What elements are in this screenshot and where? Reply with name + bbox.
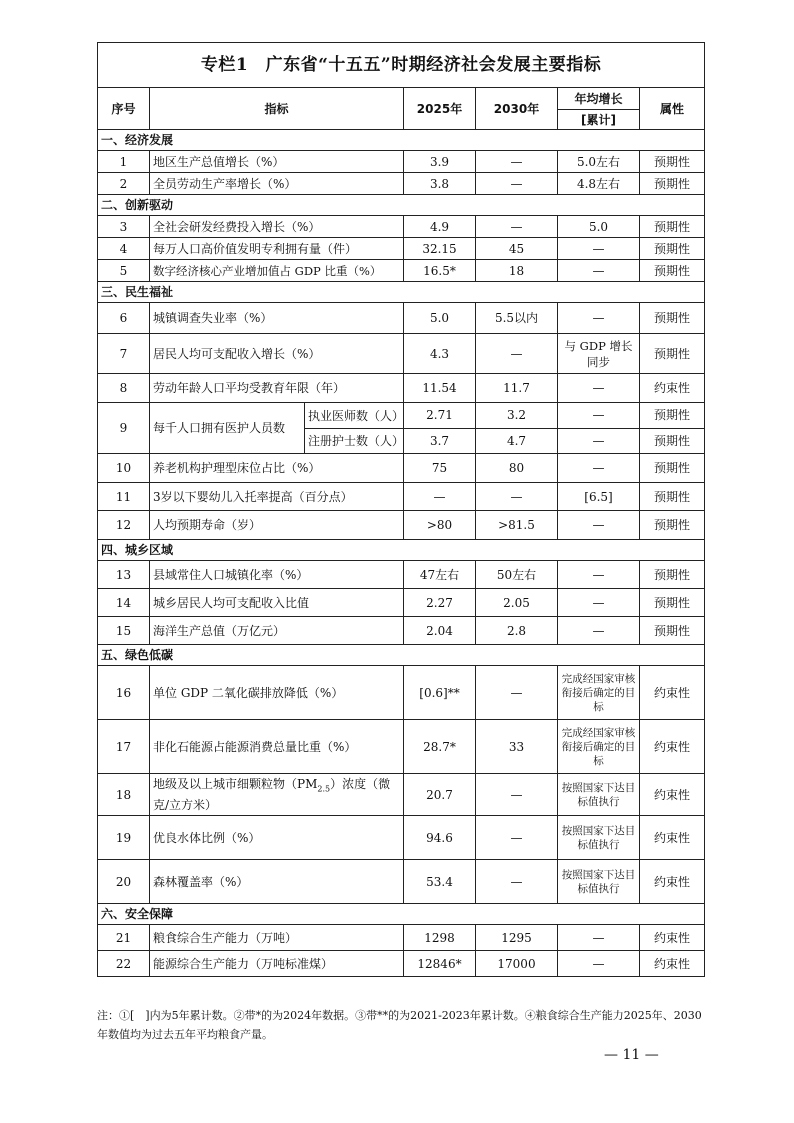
row-attr: 预期性 (640, 173, 705, 195)
row-2025: 4.3 (404, 334, 476, 374)
row-attr: 预期性 (640, 561, 705, 589)
row-2025: 94.6 (404, 816, 476, 860)
row-indicator: 劳动年龄人口平均受教育年限（年） (150, 374, 404, 403)
table-row (98, 666, 705, 720)
row-indicator: 每千人口拥有医护人员数 (150, 403, 305, 453)
table-row (98, 403, 705, 429)
row-no: 16 (98, 666, 150, 720)
row-2025: 53.4 (404, 860, 476, 904)
row-indicator: 城镇调查失业率（%） (150, 303, 404, 334)
row-2025: 2.27 (404, 589, 476, 617)
row-indicator: 养老机构护理型床位占比（%） (150, 454, 404, 483)
row-attr: 预期性 (640, 617, 705, 645)
row-2030: 80 (476, 454, 558, 483)
row-indicator: 非化石能源占能源消费总量比重（%） (150, 720, 404, 774)
row-attr: 预期性 (640, 428, 705, 454)
row-2025: — (404, 483, 476, 511)
row-attr: 约束性 (640, 720, 705, 774)
row-growth: — (558, 303, 640, 334)
row-growth: — (558, 617, 640, 645)
table-row (98, 774, 705, 816)
row-no: 10 (98, 454, 150, 483)
row-no: 6 (98, 303, 150, 334)
row-growth: 完成经国家审核衔接后确定的目标 (558, 720, 640, 774)
section-security: 六、安全保障 (98, 904, 705, 925)
table-row (98, 951, 705, 977)
row-no: 19 (98, 816, 150, 860)
row-no: 15 (98, 617, 150, 645)
row-attr: 预期性 (640, 303, 705, 334)
row-attr: 预期性 (640, 216, 705, 238)
table-row (98, 925, 705, 951)
indicator-table-container (97, 42, 704, 977)
row-attr: 约束性 (640, 666, 705, 720)
row-2025: 2.04 (404, 617, 476, 645)
row-attr: 预期性 (640, 238, 705, 260)
row-indicator-part: ）浓度（微克/立方米） (153, 776, 391, 813)
row-2030: 17000 (476, 951, 558, 977)
row-no: 17 (98, 720, 150, 774)
row-indicator: 全社会研发经费投入增长（%） (150, 216, 404, 238)
table-row (98, 561, 705, 589)
row-no: 11 (98, 483, 150, 511)
row-attr: 约束性 (640, 816, 705, 860)
table-row (98, 860, 705, 904)
table-row (98, 483, 705, 511)
row-attr: 预期性 (640, 151, 705, 173)
row-attr: 约束性 (640, 774, 705, 816)
row-2030: 5.5以内 (476, 303, 558, 334)
row-indicator: 居民人均可支配收入增长（%） (150, 334, 404, 374)
row-2030: 1295 (476, 925, 558, 951)
table-row (98, 216, 705, 238)
row-indicator: 地区生产总值增长（%） (150, 151, 404, 173)
table-row (98, 151, 705, 173)
row-growth: 按照国家下达目标值执行 (558, 774, 640, 816)
row-no: 4 (98, 238, 150, 260)
table-row (98, 454, 705, 483)
row-growth: — (558, 374, 640, 403)
table-row (98, 511, 705, 540)
header-cumulative: [累计] (558, 110, 640, 130)
row-growth: — (558, 589, 640, 617)
row-no: 1 (98, 151, 150, 173)
header-indicator: 指标 (150, 88, 404, 130)
row-growth: [6.5] (558, 483, 640, 511)
section-innovation: 二、创新驱动 (98, 195, 705, 216)
row-indicator: 优良水体比例（%） (150, 816, 404, 860)
row-growth: — (558, 561, 640, 589)
row-2030: 18 (476, 260, 558, 282)
row-no: 7 (98, 334, 150, 374)
row-no: 3 (98, 216, 150, 238)
row-no: 20 (98, 860, 150, 904)
row-2025: >80 (404, 511, 476, 540)
row-growth: — (558, 428, 640, 454)
row-attr: 约束性 (640, 860, 705, 904)
row-growth: 4.8左右 (558, 173, 640, 195)
row-no: 13 (98, 561, 150, 589)
row-attr: 约束性 (640, 374, 705, 403)
row-2030: — (476, 334, 558, 374)
row-indicator: 能源综合生产能力（万吨标准煤） (150, 951, 404, 977)
page-number: — 11 — (604, 1047, 659, 1063)
table-row (98, 260, 705, 282)
row-growth: 5.0左右 (558, 151, 640, 173)
row-growth: 完成经国家审核衔接后确定的目标 (558, 666, 640, 720)
row-indicator: 全员劳动生产率增长（%） (150, 173, 404, 195)
header-attr: 属性 (640, 88, 705, 130)
row-sub-indicator: 注册护士数（人） (308, 434, 405, 448)
row-growth: 按照国家下达目标值执行 (558, 816, 640, 860)
row-attr: 约束性 (640, 925, 705, 951)
row-indicator: 3岁以下婴幼儿入托率提高（百分点） (150, 483, 404, 511)
row-2030: >81.5 (476, 511, 558, 540)
row-attr: 预期性 (640, 403, 705, 429)
row-2025: 11.54 (404, 374, 476, 403)
header-growth: 年均增长 (558, 88, 640, 110)
row-growth: 按照国家下达目标值执行 (558, 860, 640, 904)
row-indicator: 城乡居民人均可支配收入比值 (150, 589, 404, 617)
row-2025: 47左右 (404, 561, 476, 589)
row-attr: 预期性 (640, 454, 705, 483)
row-attr: 预期性 (640, 483, 705, 511)
table-notes: 注：①[ ]内为5年累计数。②带*的为2024年数据。③带**的为2021-2023年累计数。④粮食综合生产能力2025年、2030年数值均为过去五年平均粮食产量。 (97, 1009, 702, 1041)
row-indicator-part: 地级及以上城市细颗粒物（PM (153, 776, 318, 791)
table-row (98, 334, 705, 374)
row-indicator: 单位 GDP 二氧化碳排放降低（%） (150, 666, 404, 720)
row-2030: 45 (476, 238, 558, 260)
row-2025: 2.71 (404, 403, 476, 429)
row-2025: 1298 (404, 925, 476, 951)
indicator-table (97, 42, 705, 977)
row-growth: — (558, 238, 640, 260)
row-attr: 预期性 (640, 260, 705, 282)
row-indicator: 海洋生产总值（万亿元） (150, 617, 404, 645)
table-row (98, 374, 705, 403)
section-economy: 一、经济发展 (98, 130, 705, 151)
row-no: 5 (98, 260, 150, 282)
header-no: 序号 (98, 88, 150, 130)
row-2030: — (476, 216, 558, 238)
row-2025: 32.15 (404, 238, 476, 260)
row-2030: 33 (476, 720, 558, 774)
row-2025: 5.0 (404, 303, 476, 334)
row-2025: 3.9 (404, 151, 476, 173)
row-attr: 约束性 (640, 951, 705, 977)
row-2025: 12846* (404, 951, 476, 977)
row-2030: 11.7 (476, 374, 558, 403)
row-2030: — (476, 151, 558, 173)
row-growth: — (558, 925, 640, 951)
row-growth: — (558, 454, 640, 483)
section-wellbeing: 三、民生福祉 (98, 282, 705, 303)
row-no: 12 (98, 511, 150, 540)
row-2030: 4.7 (476, 428, 558, 454)
table-row (98, 816, 705, 860)
table-row (98, 303, 705, 334)
row-growth: — (558, 951, 640, 977)
header-2030: 2030年 (476, 88, 558, 130)
header-2025: 2025年 (404, 88, 476, 130)
row-2030: 2.05 (476, 589, 558, 617)
row-attr: 预期性 (640, 334, 705, 374)
row-no: 8 (98, 374, 150, 403)
row-growth: 5.0 (558, 216, 640, 238)
row-2030: — (476, 816, 558, 860)
row-indicator: 县域常住人口城镇化率（%） (150, 561, 404, 589)
table-row (98, 589, 705, 617)
row-no: 18 (98, 774, 150, 816)
row-sub-indicator: 执业医师数（人） (305, 403, 403, 429)
row-indicator: 森林覆盖率（%） (150, 860, 404, 904)
table-row (98, 238, 705, 260)
row-2025: [0.6]** (404, 666, 476, 720)
table-row (98, 173, 705, 195)
row-2030: — (476, 860, 558, 904)
row-2025: 4.9 (404, 216, 476, 238)
row-growth: — (558, 403, 640, 429)
row-2025: 3.7 (404, 428, 476, 454)
row-indicator: 粮食综合生产能力（万吨） (150, 925, 404, 951)
row-2030: 50左右 (476, 561, 558, 589)
section-urban-rural: 四、城乡区域 (98, 540, 705, 561)
row-2030: — (476, 774, 558, 816)
row-indicator (150, 774, 404, 816)
row-indicator: 每万人口高价值发明专利拥有量（件） (150, 238, 404, 260)
row-attr: 预期性 (640, 589, 705, 617)
table-row (98, 720, 705, 774)
row-2030: — (476, 483, 558, 511)
row-growth: — (558, 260, 640, 282)
row-2025: 20.7 (404, 774, 476, 816)
row-2025: 3.8 (404, 173, 476, 195)
section-green: 五、绿色低碳 (98, 645, 705, 666)
row-indicator-group (150, 403, 404, 454)
row-no: 9 (98, 403, 150, 454)
row-growth: 与 GDP 增长同步 (558, 334, 640, 374)
table-row (98, 617, 705, 645)
row-2025: 75 (404, 454, 476, 483)
row-2030: 2.8 (476, 617, 558, 645)
table-title: 专栏1 广东省“十五五”时期经济社会发展主要指标 (98, 43, 705, 88)
row-no: 22 (98, 951, 150, 977)
row-indicator: 数字经济核心产业增加值占 GDP 比重（%） (150, 260, 404, 282)
row-no: 2 (98, 173, 150, 195)
row-2030: — (476, 173, 558, 195)
row-growth: — (558, 511, 640, 540)
row-2030: 3.2 (476, 403, 558, 429)
row-indicator: 人均预期寿命（岁） (150, 511, 404, 540)
pm-subscript: 2.5 (317, 784, 331, 794)
row-no: 14 (98, 589, 150, 617)
row-2030: — (476, 666, 558, 720)
row-attr: 预期性 (640, 511, 705, 540)
row-2025: 28.7* (404, 720, 476, 774)
row-no: 21 (98, 925, 150, 951)
row-2025: 16.5* (404, 260, 476, 282)
